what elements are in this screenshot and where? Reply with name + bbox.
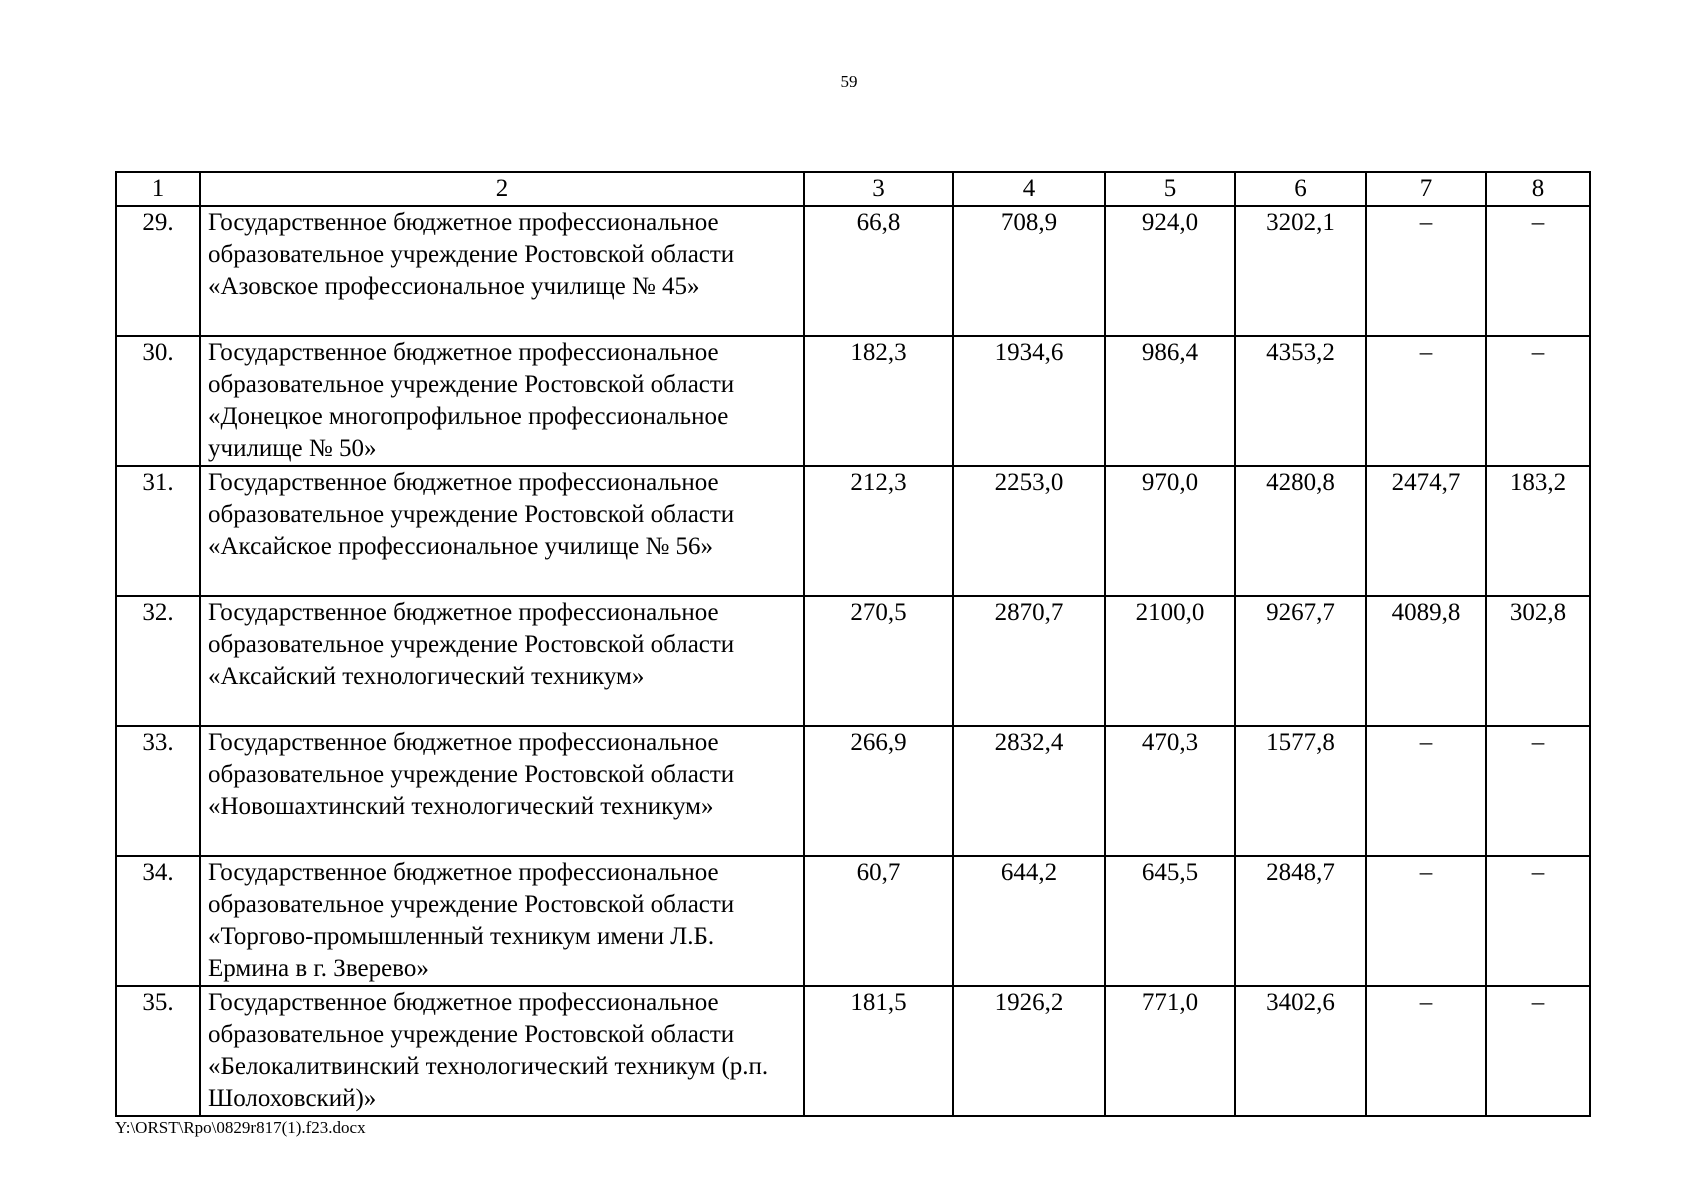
- value-cell: 4280,8: [1235, 466, 1366, 596]
- value-cell: 66,8: [804, 206, 953, 336]
- value-cell: 9267,7: [1235, 596, 1366, 726]
- table-row: [116, 986, 1590, 1116]
- table-header-row: [116, 172, 1590, 206]
- value-cell: 924,0: [1105, 206, 1235, 336]
- value-cell: 60,7: [804, 856, 953, 986]
- value-cell: 1577,8: [1235, 726, 1366, 856]
- value-cell: 183,2: [1486, 466, 1590, 596]
- value-cell: 2100,0: [1105, 596, 1235, 726]
- value-cell: 470,3: [1105, 726, 1235, 856]
- footer-file-path: Y:\ORST\Rpo\0829r817(1).f23.docx: [115, 1118, 366, 1137]
- value-cell: 4353,2: [1235, 336, 1366, 466]
- value-cell: 302,8: [1486, 596, 1590, 726]
- institution-name: Государственное бюджетное профессиональное образовательное учреждение Ростовской области «Торгово-промышленный техникум имени Л.Б. Ермина в г. Зверево»: [200, 856, 804, 986]
- value-cell: 3202,1: [1235, 206, 1366, 336]
- row-number: 31.: [116, 466, 200, 596]
- value-cell: –: [1486, 986, 1590, 1116]
- value-cell: 644,2: [953, 856, 1105, 986]
- table-row: [116, 856, 1590, 986]
- row-number: 35.: [116, 986, 200, 1116]
- column-header: 6: [1235, 172, 1366, 206]
- value-cell: –: [1486, 336, 1590, 466]
- table-row: [116, 206, 1590, 336]
- value-cell: 986,4: [1105, 336, 1235, 466]
- value-cell: 970,0: [1105, 466, 1235, 596]
- institution-name: Государственное бюджетное профессиональное образовательное учреждение Ростовской области «Азовское профессиональное училище № 45»: [200, 206, 804, 336]
- page-number: 59: [840, 72, 858, 91]
- column-header: 3: [804, 172, 953, 206]
- row-number: 33.: [116, 726, 200, 856]
- value-cell: 182,3: [804, 336, 953, 466]
- row-number: 30.: [116, 336, 200, 466]
- value-cell: 266,9: [804, 726, 953, 856]
- value-cell: –: [1366, 856, 1486, 986]
- column-header: 2: [200, 172, 804, 206]
- value-cell: 2253,0: [953, 466, 1105, 596]
- row-number: 29.: [116, 206, 200, 336]
- value-cell: 3402,6: [1235, 986, 1366, 1116]
- value-cell: –: [1486, 206, 1590, 336]
- value-cell: 1934,6: [953, 336, 1105, 466]
- value-cell: 2870,7: [953, 596, 1105, 726]
- value-cell: 708,9: [953, 206, 1105, 336]
- institution-name: Государственное бюджетное профессиональное образовательное учреждение Ростовской области «Донецкое многопрофильное профессиональное училище № 50»: [200, 336, 804, 466]
- value-cell: 2832,4: [953, 726, 1105, 856]
- column-header: 5: [1105, 172, 1235, 206]
- institution-name: Государственное бюджетное профессиональное образовательное учреждение Ростовской области «Аксайское профессиональное училище № 56»: [200, 466, 804, 596]
- value-cell: 212,3: [804, 466, 953, 596]
- table-row: [116, 336, 1590, 466]
- value-cell: –: [1366, 206, 1486, 336]
- row-number: 32.: [116, 596, 200, 726]
- value-cell: 181,5: [804, 986, 953, 1116]
- table-row: [116, 596, 1590, 726]
- value-cell: 1926,2: [953, 986, 1105, 1116]
- value-cell: –: [1486, 726, 1590, 856]
- institution-name: Государственное бюджетное профессиональное образовательное учреждение Ростовской области «Новошахтинский технологический техникум»: [200, 726, 804, 856]
- value-cell: –: [1366, 336, 1486, 466]
- column-header: 7: [1366, 172, 1486, 206]
- value-cell: –: [1366, 986, 1486, 1116]
- table-row: [116, 466, 1590, 596]
- column-header: 1: [116, 172, 200, 206]
- row-number: 34.: [116, 856, 200, 986]
- value-cell: 2474,7: [1366, 466, 1486, 596]
- column-header: 8: [1486, 172, 1590, 206]
- value-cell: –: [1486, 856, 1590, 986]
- institution-name: Государственное бюджетное профессиональное образовательное учреждение Ростовской области «Аксайский технологический техникум»: [200, 596, 804, 726]
- value-cell: 4089,8: [1366, 596, 1486, 726]
- value-cell: 2848,7: [1235, 856, 1366, 986]
- institution-name: Государственное бюджетное профессиональное образовательное учреждение Ростовской области «Белокалитвинский технологический техникум (р.п. Шолоховский)»: [200, 986, 804, 1116]
- value-cell: 270,5: [804, 596, 953, 726]
- value-cell: 645,5: [1105, 856, 1235, 986]
- value-cell: –: [1366, 726, 1486, 856]
- column-header: 4: [953, 172, 1105, 206]
- value-cell: 771,0: [1105, 986, 1235, 1116]
- table-row: [116, 726, 1590, 856]
- data-table: [115, 171, 1591, 1117]
